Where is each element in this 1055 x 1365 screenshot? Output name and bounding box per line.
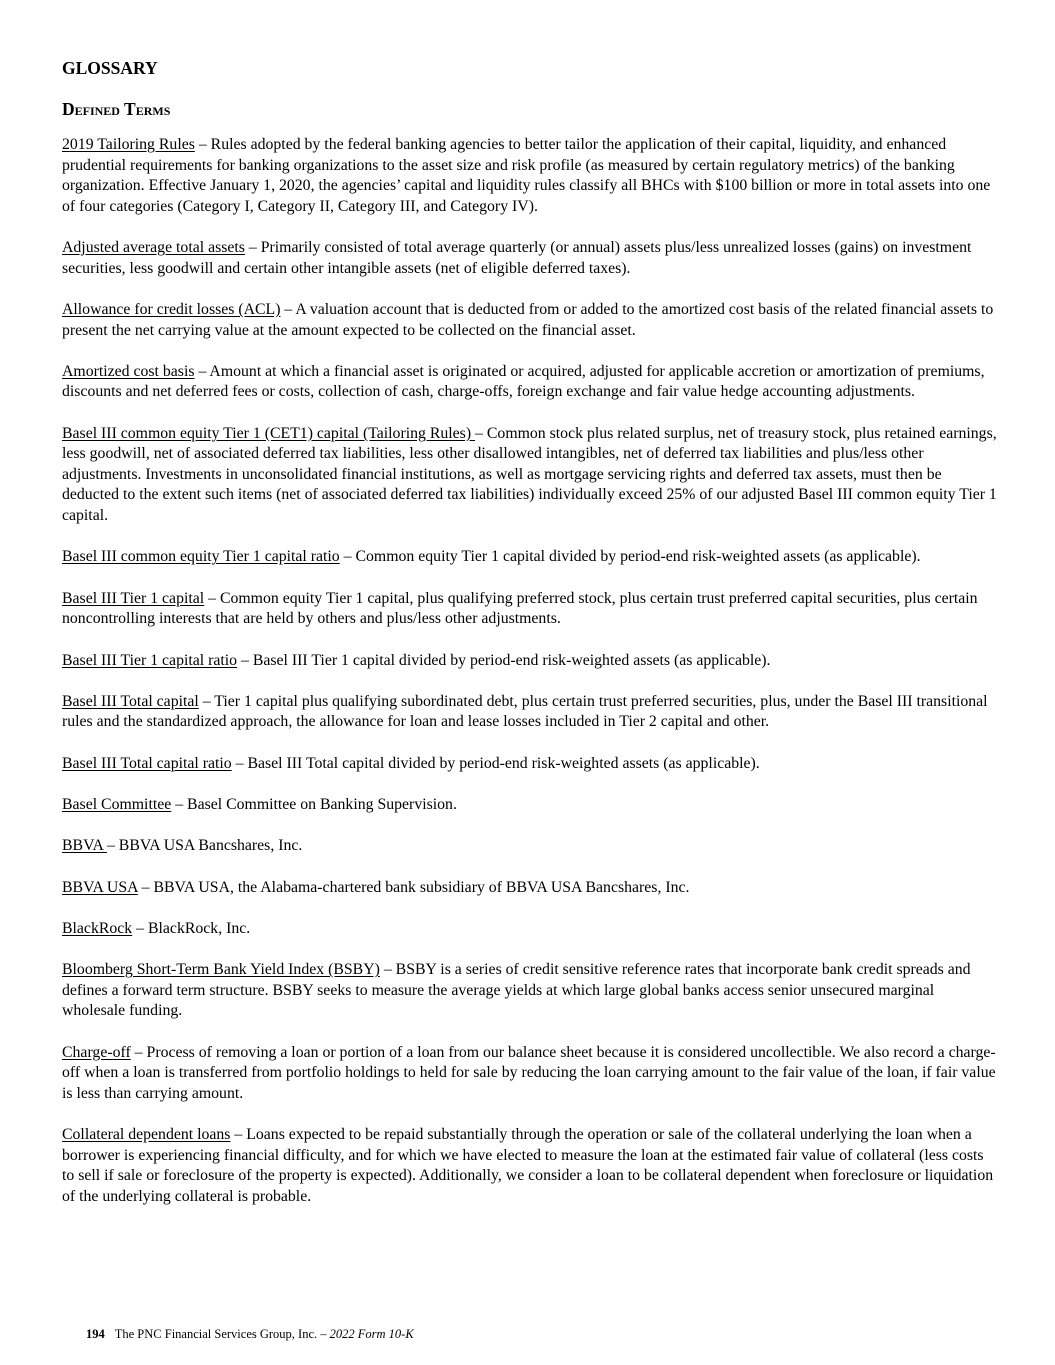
- page-title: GLOSSARY: [62, 58, 158, 78]
- glossary-term: BBVA: [62, 837, 107, 855]
- glossary-definition: – Tier 1 capital plus qualifying subordinated debt, plus certain trust preferred securities, plus, under the Basel III transitional rules and the standardized approach, the allowance for loan and lease losses included in Tier 2 capital and other.: [62, 692, 988, 731]
- glossary-definition: – BlackRock, Inc.: [132, 919, 251, 937]
- page-number: 194: [86, 1327, 105, 1341]
- glossary-definition: – Common stock plus related surplus, net of treasury stock, plus retained earnings, less goodwill, net of associated deferred tax liabilities, less other disallowed intangibles, net of deferred tax liabilities and plus/less other adjustments. Investments in unconsolidated financial institutions, as well as mortgage servicing rights and deferred tax assets, must then be deducted to the extent such items (net of associated deferred tax liabilities) individually exceed 25% of our adjusted Basel III common equity Tier 1 capital.: [62, 424, 997, 525]
- glossary-entry: [62, 960, 997, 1022]
- glossary-entry: [62, 589, 997, 630]
- glossary-definition: – BSBY is a series of credit sensitive reference rates that incorporate bank credit spreads and defines a forward term structure. BSBY seeks to measure the average yields at which large global banks access senior unsecured marginal wholesale funding.: [62, 961, 971, 1020]
- glossary-term: BlackRock: [62, 919, 133, 937]
- glossary-term: Adjusted average total assets: [62, 239, 245, 257]
- document-page: [62, 56, 997, 1228]
- glossary-entry: [62, 878, 997, 899]
- glossary-term: Basel III common equity Tier 1 capital ratio: [62, 548, 340, 566]
- glossary-definition: – Basel III Total capital divided by period-end risk-weighted assets (as applicable).: [231, 754, 760, 772]
- glossary-term: 2019 Tailoring Rules: [62, 136, 195, 153]
- glossary-entry: [62, 424, 997, 527]
- glossary-entries: [62, 135, 997, 1207]
- glossary-entry: [62, 795, 997, 816]
- glossary-definition: – Amount at which a financial asset is originated or acquired, adjusted for applicable accretion or amortization of premiums, discounts and net deferred fees or costs, collection of cash, charge-offs, foreign exchange and fair value hedge accounting adjustments.: [62, 362, 985, 401]
- glossary-entry: [62, 362, 997, 403]
- glossary-definition: – Process of removing a loan or portion of a loan from our balance sheet because it is considered uncollectible. We also record a charge-off when a loan is transferred from portfolio holdings to held for sale by reducing the loan carrying amount to the fair value of the loan, if fair value is less than carrying amount.: [62, 1043, 996, 1102]
- page-footer: [86, 1326, 414, 1342]
- glossary-entry: [62, 1043, 997, 1105]
- glossary-term: Basel Committee: [62, 795, 172, 813]
- glossary-term: Basel III Total capital: [62, 692, 199, 710]
- glossary-definition: – Rules adopted by the federal banking agencies to better tailor the application of their capital, liquidity, and enhanced prudential requirements for banking organizations to the asset size and risk profile (as measured by certain regulatory metrics) of the banking organization. Effective January 1, 2020, the agencies’ capital and liquidity rules classify all BHCs with $100 billion or more in total assets into one of four categories (Category I, Category II, Category III, and Category IV).: [62, 136, 991, 215]
- glossary-definition: – BBVA USA, the Alabama-chartered bank subsidiary of BBVA USA Bancshares, Inc.: [137, 878, 690, 896]
- glossary-term: Bloomberg Short-Term Bank Yield Index (BSBY): [62, 961, 380, 979]
- glossary-entry: [62, 836, 997, 857]
- glossary-definition: – Basel III Tier 1 capital divided by period-end risk-weighted assets (as applicable).: [237, 651, 771, 669]
- glossary-term: Collateral dependent loans: [62, 1126, 231, 1143]
- glossary-entry: [62, 754, 997, 775]
- glossary-term: Basel III Tier 1 capital ratio: [62, 651, 238, 669]
- glossary-definition: – Common equity Tier 1 capital divided by period-end risk-weighted assets (as applicable).: [339, 548, 921, 566]
- glossary-term: BBVA USA: [62, 878, 138, 896]
- glossary-definition: – A valuation account that is deducted from or added to the amortized cost basis of the related financial assets to present the net carrying value at the amount expected to be collected on the financial asset.: [62, 300, 994, 339]
- section-title: Defined Terms: [62, 99, 171, 119]
- glossary-term: Charge-off: [62, 1043, 131, 1061]
- glossary-entry: [62, 692, 997, 733]
- glossary-term: Basel III Tier 1 capital: [62, 589, 205, 607]
- footer-company: The PNC Financial Services Group, Inc. –: [114, 1327, 330, 1341]
- glossary-entry: [62, 919, 997, 940]
- glossary-definition: – Basel Committee on Banking Supervision.: [171, 795, 457, 813]
- glossary-entry: [62, 1125, 997, 1207]
- glossary-definition: – Common equity Tier 1 capital, plus qualifying preferred stock, plus certain trust preferred capital securities, plus certain noncontrolling interests that are held by others and plus/less other adjustments.: [62, 589, 978, 628]
- glossary-term: Basel III Total capital ratio: [62, 754, 232, 772]
- glossary-entry: [62, 547, 997, 568]
- glossary-definition: – Primarily consisted of total average quarterly (or annual) assets plus/less unrealized losses (gains) on investment securities, less goodwill and certain other intangible assets (net of eligible deferred taxes).: [62, 239, 972, 277]
- footer-form: 2022 Form 10-K: [329, 1327, 414, 1341]
- glossary-entry: [62, 238, 997, 279]
- glossary-definition: – Loans expected to be repaid substantially through the operation or sale of the collateral underlying the loan when a borrower is experiencing financial difficulty, and for which we have elected to measure the loan at the estimated fair value of collateral (less costs to sell if sale or foreclosure of the property is expected). Additionally, we consider a loan to be collateral dependent when foreclosure or liquidation of the underlying collateral is probable.: [62, 1126, 994, 1205]
- glossary-entry: [62, 300, 997, 341]
- glossary-term: Basel III common equity Tier 1 (CET1) capital (Tailoring Rules): [62, 424, 476, 442]
- glossary-term: Amortized cost basis: [62, 362, 195, 380]
- glossary-term: Allowance for credit losses (ACL): [62, 300, 281, 318]
- glossary-entry: [62, 135, 997, 217]
- glossary-definition: – BBVA USA Bancshares, Inc.: [106, 837, 303, 855]
- glossary-entry: [62, 651, 997, 672]
